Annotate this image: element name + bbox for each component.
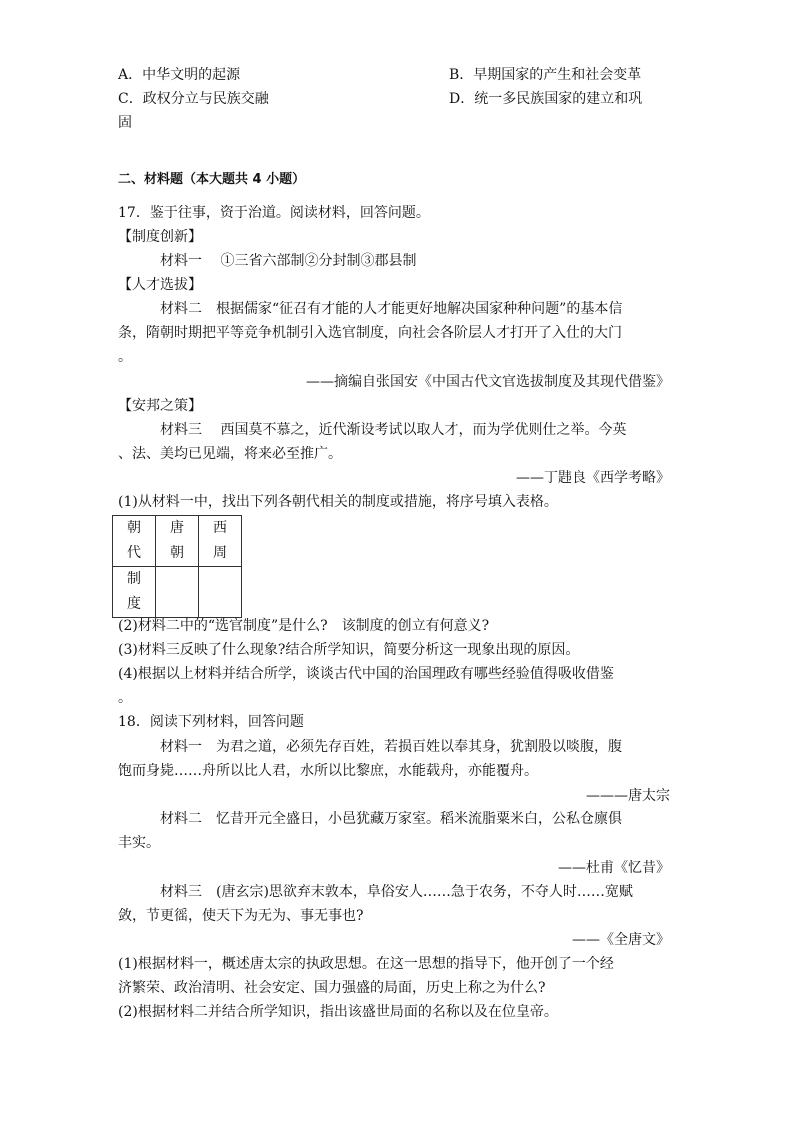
table-cell-text: 朝 (127, 520, 141, 536)
option-a: A．中华文明的起源 (118, 67, 241, 83)
q17-heading-3: 【安邦之策】 (118, 398, 202, 414)
q18-material-3-line-2: 敛，节更徭，使天下为无为、事无事也? (118, 908, 364, 924)
q17-material-2-line-2: 条，隋朝时期把平等竞争机制引入选官制度，向社会各阶层人才打开了入仕的大门 (118, 325, 622, 341)
dynasty-table (112, 515, 242, 618)
table-cell-empty[interactable] (199, 567, 242, 618)
q18-material-2-line-1: 材料二 忆昔开元全盛日，小邑犹藏万家室。稻米流脂粟米白，公私仓廪俱 (160, 811, 622, 827)
q17-material-3-line-2: 、法、美均已见端，将来必至推广。 (118, 446, 342, 462)
option-c: C．政权分立与民族交融 (118, 91, 269, 107)
q18-material-2-source: ——杜甫《忆昔》 (558, 860, 670, 876)
q18-material-2-line-2: 丰实。 (118, 835, 160, 851)
q17-material-1: 材料一 ①三省六部制②分封制③郡县制 (160, 253, 417, 269)
table-row (113, 567, 242, 618)
q18-material-3-source: ——《全唐文》 (572, 932, 670, 948)
section-title: 二、材料题（本大题共 4 小题） (118, 172, 306, 187)
table-cell (199, 516, 242, 567)
option-d-continued: 固 (118, 115, 132, 131)
table-cell-text: 唐 (170, 520, 184, 536)
table-cell (113, 567, 156, 618)
table-cell (156, 516, 199, 567)
q18-subquestion-1-line-1: (1)根据材料一，概述唐太宗的执政思想。在这一思想的指导下，他开创了一个经 (118, 956, 614, 972)
option-b: B．早期国家的产生和社会变革 (449, 67, 642, 83)
q18-material-1-line-2: 饱而身毙……舟所以比人君，水所以比黎庶，水能载舟，亦能覆舟。 (118, 763, 538, 779)
table-cell-empty[interactable] (156, 567, 199, 618)
q18-material-1-source: ———唐太宗 (586, 788, 670, 804)
table-cell-text: 度 (127, 596, 141, 612)
q18-subquestion-2: (2)根据材料二并结合所学知识，指出该盛世局面的名称以及在位皇帝。 (118, 1004, 558, 1020)
q18-stem: 18．阅读下列材料，回答问题 (118, 714, 304, 730)
option-d: D．统一多民族国家的建立和巩 (449, 91, 643, 107)
table-row (113, 516, 242, 567)
q17-material-2-line-1: 材料二 根据儒家“征召有才能的人才能更好地解决国家种种问题”的基本信 (160, 301, 623, 317)
table-cell-text: 朝 (170, 545, 184, 561)
q17-stem: 17．鉴于往事，资于治道。阅读材料，回答问题。 (118, 205, 430, 221)
q17-subquestion-4-line-1: (4)根据以上材料并结合所学，谈谈古代中国的治国理政有哪些经验值得吸收借鉴 (118, 666, 614, 682)
q17-material-3-line-1: 材料三 西国莫不慕之，近代渐设考试以取人才，而为学优则仕之举。今英 (160, 422, 627, 438)
q17-material-2-line-3: 。 (118, 349, 132, 365)
table-cell (113, 516, 156, 567)
q17-subquestion-2: (2)材料二中的“选官制度”是什么? 该制度的创立有何意义? (118, 618, 490, 634)
table-cell-text: 西 (213, 520, 227, 536)
q17-heading-2: 【人才选拔】 (118, 277, 202, 293)
q17-heading-1: 【制度创新】 (118, 229, 202, 245)
table-cell-text: 周 (213, 545, 227, 561)
table-cell-text: 制 (127, 571, 141, 587)
q18-material-3-line-1: 材料三 (唐玄宗)思欲弃末敦本，阜俗安人……急于农务，不夺人时……宽赋 (160, 884, 633, 900)
q17-material-2-source: ——摘编自张国安《中国古代文官选拔制度及其现代借鉴》 (306, 374, 670, 390)
q17-subquestion-1: (1)从材料一中，找出下列各朝代相关的制度或措施，将序号填入表格。 (118, 494, 558, 510)
q17-subquestion-3: (3)材料三反映了什么现象?结合所学知识，简要分析这一现象出现的原因。 (118, 642, 580, 658)
q18-material-1-line-1: 材料一 为君之道，必须先存百姓，若损百姓以奉其身，犹割股以啖腹，腹 (160, 739, 622, 755)
q18-subquestion-1-line-2: 济繁荣、政治清明、社会安定、国力强盛的局面，历史上称之为什么? (118, 980, 546, 996)
table-cell-text: 代 (127, 545, 141, 561)
q17-material-3-source: ——丁韪良《西学考略》 (516, 470, 670, 486)
q17-subquestion-4-line-2: 。 (118, 690, 132, 706)
